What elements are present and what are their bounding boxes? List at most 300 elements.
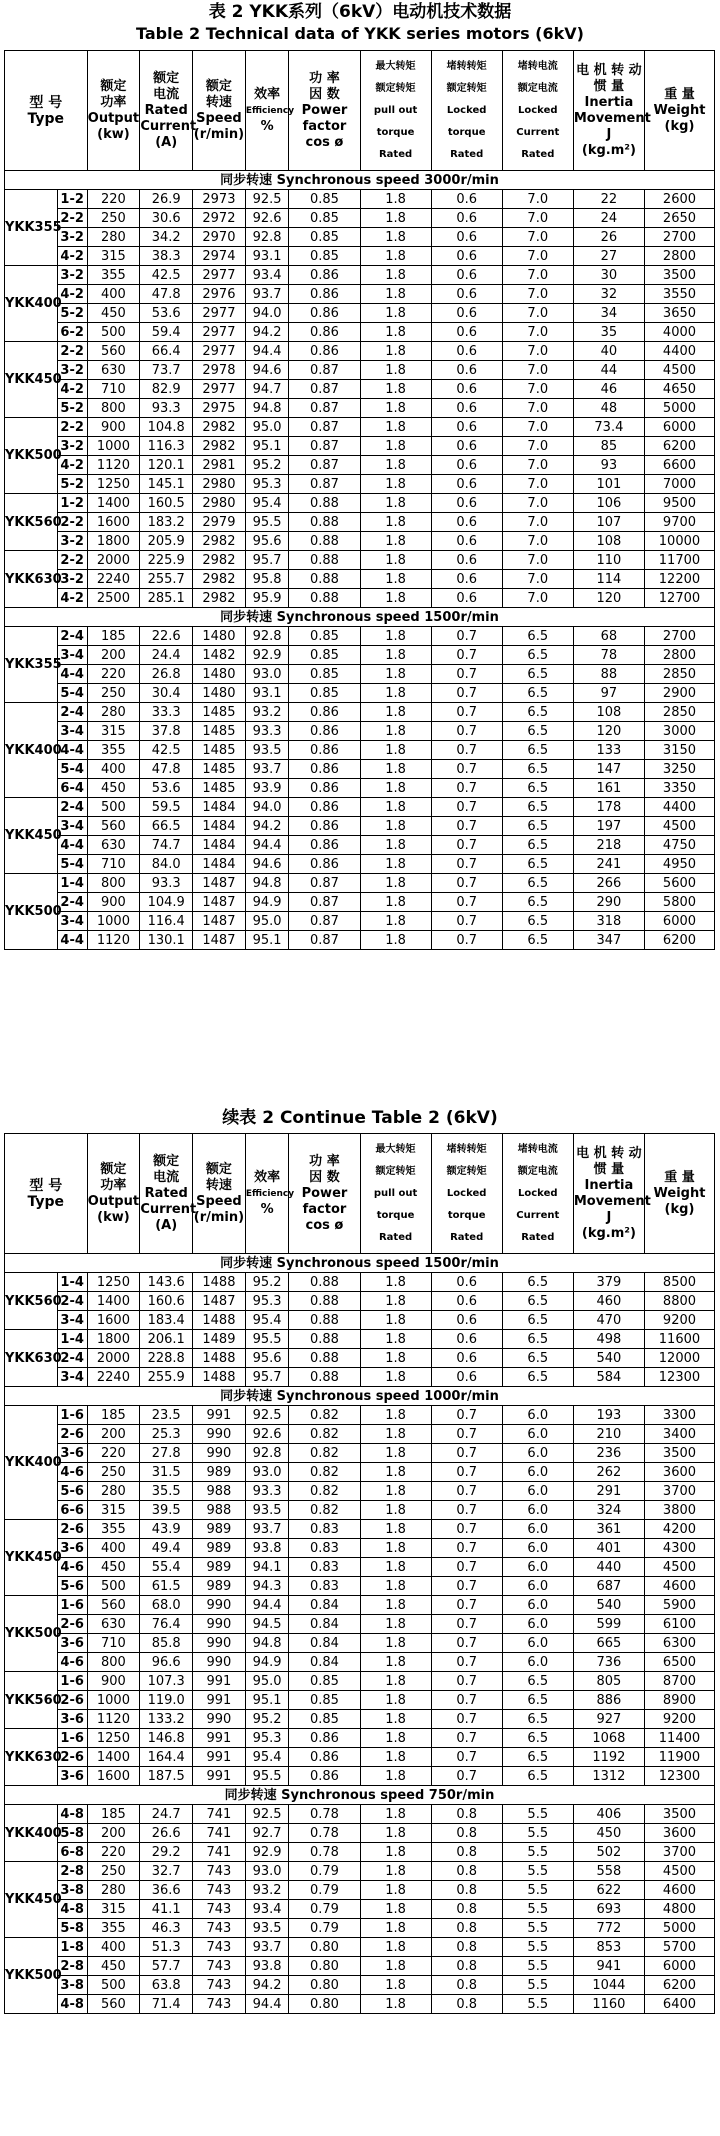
- inertia-cell: 26: [573, 228, 644, 247]
- power-factor-cell: 0.79: [289, 1862, 360, 1881]
- pull-out-torque-cell: 1.8: [360, 722, 431, 741]
- weight-cell: 3800: [644, 1501, 714, 1520]
- model-code-cell: 3-2: [57, 361, 87, 380]
- header-efficiency: 效率 Efficiency %: [245, 51, 289, 171]
- speed-section-label: 同步转速 Synchronous speed 1500r/min: [5, 608, 715, 627]
- speed-cell: 991: [193, 1672, 246, 1691]
- table2-title-text: 续表 2 Continue Table 2 (6kV): [222, 1108, 498, 1128]
- power-factor-cell: 0.83: [289, 1577, 360, 1596]
- weight-cell: 8800: [644, 1292, 714, 1311]
- rated-current-cell: 119.0: [140, 1691, 193, 1710]
- output-cell: 185: [87, 1406, 140, 1425]
- pull-out-torque-cell: 1.8: [360, 798, 431, 817]
- speed-cell: 2982: [193, 551, 246, 570]
- weight-cell: 12300: [644, 1368, 714, 1387]
- weight-cell: 12300: [644, 1767, 714, 1786]
- efficiency-cell: 94.2: [245, 817, 289, 836]
- locked-current-cell: 6.5: [502, 855, 573, 874]
- model-code-cell: 3-4: [57, 817, 87, 836]
- efficiency-cell: 95.6: [245, 532, 289, 551]
- weight-cell: 6600: [644, 456, 714, 475]
- inertia-cell: 88: [573, 665, 644, 684]
- table-row: [5, 798, 715, 817]
- weight-cell: 9200: [644, 1311, 714, 1330]
- table-row: [5, 665, 715, 684]
- locked-current-cell: 7.0: [502, 570, 573, 589]
- efficiency-cell: 94.0: [245, 304, 289, 323]
- locked-current-cell: 6.5: [502, 703, 573, 722]
- pull-out-torque-cell: 1.8: [360, 1273, 431, 1292]
- output-cell: 220: [87, 1444, 140, 1463]
- locked-torque-cell: 0.7: [431, 1615, 502, 1634]
- inertia-cell: 93: [573, 456, 644, 475]
- locked-torque-cell: 0.7: [431, 893, 502, 912]
- model-code-cell: 3-6: [57, 1710, 87, 1729]
- locked-torque-cell: 0.7: [431, 1463, 502, 1482]
- model-code-cell: 4-2: [57, 247, 87, 266]
- pull-out-torque-cell: 1.8: [360, 304, 431, 323]
- efficiency-cell: 95.1: [245, 1691, 289, 1710]
- model-code-cell: 5-2: [57, 304, 87, 323]
- pull-out-torque-cell: 1.8: [360, 874, 431, 893]
- speed-cell: 2976: [193, 285, 246, 304]
- output-cell: 1250: [87, 1729, 140, 1748]
- power-factor-cell: 0.83: [289, 1520, 360, 1539]
- header-type: 型 号 Type: [5, 1134, 88, 1254]
- power-factor-cell: 0.84: [289, 1596, 360, 1615]
- inertia-cell: 502: [573, 1843, 644, 1862]
- power-factor-cell: 0.88: [289, 494, 360, 513]
- pull-out-torque-cell: 1.8: [360, 1881, 431, 1900]
- efficiency-cell: 93.5: [245, 1919, 289, 1938]
- output-cell: 2000: [87, 1349, 140, 1368]
- efficiency-cell: 95.0: [245, 1672, 289, 1691]
- inertia-cell: 266: [573, 874, 644, 893]
- inertia-cell: 218: [573, 836, 644, 855]
- weight-cell: 7000: [644, 475, 714, 494]
- speed-cell: 1480: [193, 627, 246, 646]
- weight-cell: 11400: [644, 1729, 714, 1748]
- model-code-cell: 2-4: [57, 627, 87, 646]
- locked-torque-cell: 0.7: [431, 1729, 502, 1748]
- speed-cell: 1485: [193, 703, 246, 722]
- table-row: [5, 494, 715, 513]
- rated-current-cell: 42.5: [140, 266, 193, 285]
- locked-torque-cell: 0.6: [431, 1330, 502, 1349]
- output-cell: 1400: [87, 1748, 140, 1767]
- weight-cell: 11900: [644, 1748, 714, 1767]
- table-row: [5, 1368, 715, 1387]
- table-row: [5, 1729, 715, 1748]
- output-cell: 1400: [87, 1292, 140, 1311]
- table-row: [5, 893, 715, 912]
- efficiency-cell: 92.5: [245, 1406, 289, 1425]
- pull-out-torque-cell: 1.8: [360, 1653, 431, 1672]
- speed-section-row: [5, 1387, 715, 1406]
- model-code-cell: 5-2: [57, 399, 87, 418]
- speed-cell: 990: [193, 1634, 246, 1653]
- power-factor-cell: 0.88: [289, 551, 360, 570]
- table-row: [5, 1938, 715, 1957]
- weight-cell: 8700: [644, 1672, 714, 1691]
- rated-current-cell: 160.6: [140, 1292, 193, 1311]
- table-row: [5, 1596, 715, 1615]
- power-factor-cell: 0.85: [289, 1672, 360, 1691]
- power-factor-cell: 0.82: [289, 1463, 360, 1482]
- locked-torque-cell: 0.8: [431, 1881, 502, 1900]
- weight-cell: 11600: [644, 1330, 714, 1349]
- pull-out-torque-cell: 1.8: [360, 1577, 431, 1596]
- speed-cell: 743: [193, 1995, 246, 2014]
- output-cell: 1600: [87, 1767, 140, 1786]
- locked-torque-cell: 0.7: [431, 1577, 502, 1596]
- weight-cell: 4800: [644, 1900, 714, 1919]
- table-row: [5, 1862, 715, 1881]
- efficiency-cell: 94.4: [245, 1995, 289, 2014]
- rated-current-cell: 53.6: [140, 304, 193, 323]
- model-code-cell: 4-6: [57, 1558, 87, 1577]
- efficiency-cell: 94.8: [245, 1634, 289, 1653]
- efficiency-cell: 94.4: [245, 342, 289, 361]
- rated-current-cell: 57.7: [140, 1957, 193, 1976]
- efficiency-cell: 92.5: [245, 190, 289, 209]
- output-cell: 250: [87, 1463, 140, 1482]
- efficiency-cell: 95.2: [245, 456, 289, 475]
- locked-current-cell: 6.5: [502, 931, 573, 950]
- table-row: [5, 247, 715, 266]
- output-cell: 355: [87, 1520, 140, 1539]
- output-cell: 1120: [87, 931, 140, 950]
- speed-cell: 743: [193, 1957, 246, 1976]
- rated-current-cell: 61.5: [140, 1577, 193, 1596]
- model-code-cell: 5-4: [57, 855, 87, 874]
- power-factor-cell: 0.87: [289, 418, 360, 437]
- locked-torque-cell: 0.7: [431, 1653, 502, 1672]
- rated-current-cell: 42.5: [140, 741, 193, 760]
- inertia-cell: 48: [573, 399, 644, 418]
- speed-cell: 1488: [193, 1349, 246, 1368]
- power-factor-cell: 0.87: [289, 475, 360, 494]
- inertia-cell: 927: [573, 1710, 644, 1729]
- rated-current-cell: 39.5: [140, 1501, 193, 1520]
- power-factor-cell: 0.78: [289, 1824, 360, 1843]
- header-weight: 重 量 Weight (kg): [644, 1134, 714, 1254]
- header-pull-out-torque: 最大转矩 额定转矩 pull out torque Rated: [360, 1134, 431, 1254]
- power-factor-cell: 0.82: [289, 1425, 360, 1444]
- weight-cell: 2700: [644, 228, 714, 247]
- model-code-cell: 3-2: [57, 532, 87, 551]
- speed-cell: 2982: [193, 418, 246, 437]
- speed-cell: 1488: [193, 1311, 246, 1330]
- locked-current-cell: 6.5: [502, 665, 573, 684]
- efficiency-cell: 95.4: [245, 1311, 289, 1330]
- pull-out-torque-cell: 1.8: [360, 1900, 431, 1919]
- pull-out-torque-cell: 1.8: [360, 1482, 431, 1501]
- speed-cell: 991: [193, 1767, 246, 1786]
- output-cell: 1400: [87, 494, 140, 513]
- rated-current-cell: 51.3: [140, 1938, 193, 1957]
- model-code-cell: 3-6: [57, 1539, 87, 1558]
- header-row: [5, 1134, 715, 1254]
- efficiency-cell: 95.9: [245, 589, 289, 608]
- locked-torque-cell: 0.6: [431, 589, 502, 608]
- locked-torque-cell: 0.6: [431, 494, 502, 513]
- efficiency-cell: 93.9: [245, 779, 289, 798]
- pull-out-torque-cell: 1.8: [360, 931, 431, 950]
- speed-cell: 2979: [193, 513, 246, 532]
- pull-out-torque-cell: 1.8: [360, 1691, 431, 1710]
- locked-torque-cell: 0.7: [431, 1406, 502, 1425]
- efficiency-cell: 92.9: [245, 646, 289, 665]
- inertia-cell: 114: [573, 570, 644, 589]
- model-code-cell: 6-4: [57, 779, 87, 798]
- inertia-cell: 687: [573, 1577, 644, 1596]
- inertia-cell: 401: [573, 1539, 644, 1558]
- locked-torque-cell: 0.7: [431, 1425, 502, 1444]
- inertia-cell: 236: [573, 1444, 644, 1463]
- power-factor-cell: 0.84: [289, 1634, 360, 1653]
- table-row: [5, 1577, 715, 1596]
- locked-torque-cell: 0.6: [431, 266, 502, 285]
- speed-cell: 989: [193, 1520, 246, 1539]
- pull-out-torque-cell: 1.8: [360, 456, 431, 475]
- pull-out-torque-cell: 1.8: [360, 1444, 431, 1463]
- weight-cell: 9200: [644, 1710, 714, 1729]
- table-row: [5, 532, 715, 551]
- locked-current-cell: 6.5: [502, 1672, 573, 1691]
- power-factor-cell: 0.86: [289, 323, 360, 342]
- efficiency-cell: 93.8: [245, 1957, 289, 1976]
- locked-torque-cell: 0.6: [431, 361, 502, 380]
- table-row: [5, 228, 715, 247]
- efficiency-cell: 92.8: [245, 228, 289, 247]
- model-code-cell: 5-4: [57, 684, 87, 703]
- rated-current-cell: 255.9: [140, 1368, 193, 1387]
- table-row: [5, 1919, 715, 1938]
- rated-current-cell: 146.8: [140, 1729, 193, 1748]
- inertia-cell: 197: [573, 817, 644, 836]
- power-factor-cell: 0.87: [289, 456, 360, 475]
- output-cell: 560: [87, 342, 140, 361]
- power-factor-cell: 0.88: [289, 589, 360, 608]
- pull-out-torque-cell: 1.8: [360, 1843, 431, 1862]
- table-row: [5, 1767, 715, 1786]
- model-code-cell: 5-2: [57, 475, 87, 494]
- efficiency-cell: 94.1: [245, 1558, 289, 1577]
- weight-cell: 4400: [644, 342, 714, 361]
- locked-torque-cell: 0.7: [431, 1767, 502, 1786]
- inertia-cell: 941: [573, 1957, 644, 1976]
- header-output: 额定 功率 Output (kw): [87, 51, 140, 171]
- pull-out-torque-cell: 1.8: [360, 342, 431, 361]
- power-factor-cell: 0.82: [289, 1482, 360, 1501]
- weight-cell: 9500: [644, 494, 714, 513]
- power-factor-cell: 0.88: [289, 1273, 360, 1292]
- efficiency-cell: 94.0: [245, 798, 289, 817]
- weight-cell: 2850: [644, 703, 714, 722]
- table-row: [5, 1634, 715, 1653]
- frame-size: YKK450: [5, 342, 58, 418]
- weight-cell: 3650: [644, 304, 714, 323]
- inertia-cell: 30: [573, 266, 644, 285]
- model-code-cell: 2-8: [57, 1957, 87, 1976]
- table-row: [5, 1501, 715, 1520]
- table-row: [5, 722, 715, 741]
- table-row: [5, 1558, 715, 1577]
- speed-cell: 1489: [193, 1330, 246, 1349]
- power-factor-cell: 0.86: [289, 798, 360, 817]
- weight-cell: 2800: [644, 646, 714, 665]
- rated-current-cell: 96.6: [140, 1653, 193, 1672]
- locked-current-cell: 6.5: [502, 760, 573, 779]
- pull-out-torque-cell: 1.8: [360, 209, 431, 228]
- rated-current-cell: 66.4: [140, 342, 193, 361]
- weight-cell: 6100: [644, 1615, 714, 1634]
- pull-out-torque-cell: 1.8: [360, 551, 431, 570]
- frame-size: YKK560: [5, 494, 58, 551]
- locked-torque-cell: 0.7: [431, 798, 502, 817]
- rated-current-cell: 66.5: [140, 817, 193, 836]
- efficiency-cell: 95.5: [245, 1767, 289, 1786]
- rated-current-cell: 30.6: [140, 209, 193, 228]
- table-row: [5, 1881, 715, 1900]
- efficiency-cell: 95.6: [245, 1349, 289, 1368]
- inertia-cell: 110: [573, 551, 644, 570]
- locked-torque-cell: 0.8: [431, 1824, 502, 1843]
- inertia-cell: 34: [573, 304, 644, 323]
- output-cell: 1250: [87, 1273, 140, 1292]
- efficiency-cell: 93.1: [245, 247, 289, 266]
- weight-cell: 4950: [644, 855, 714, 874]
- locked-torque-cell: 0.7: [431, 722, 502, 741]
- locked-current-cell: 6.0: [502, 1596, 573, 1615]
- inertia-cell: 406: [573, 1805, 644, 1824]
- locked-torque-cell: 0.6: [431, 323, 502, 342]
- speed-cell: 990: [193, 1444, 246, 1463]
- rated-current-cell: 85.8: [140, 1634, 193, 1653]
- pull-out-torque-cell: 1.8: [360, 1672, 431, 1691]
- locked-current-cell: 7.0: [502, 532, 573, 551]
- inertia-cell: 599: [573, 1615, 644, 1634]
- model-code-cell: 1-4: [57, 874, 87, 893]
- efficiency-cell: 93.3: [245, 722, 289, 741]
- weight-cell: 3500: [644, 266, 714, 285]
- inertia-cell: 1044: [573, 1976, 644, 1995]
- output-cell: 450: [87, 779, 140, 798]
- weight-cell: 12000: [644, 1349, 714, 1368]
- inertia-cell: 241: [573, 855, 644, 874]
- table-row: [5, 874, 715, 893]
- table-row: [5, 342, 715, 361]
- output-cell: 1000: [87, 912, 140, 931]
- locked-torque-cell: 0.8: [431, 1862, 502, 1881]
- output-cell: 630: [87, 1615, 140, 1634]
- output-cell: 1800: [87, 532, 140, 551]
- locked-current-cell: 6.0: [502, 1482, 573, 1501]
- power-factor-cell: 0.85: [289, 228, 360, 247]
- rated-current-cell: 34.2: [140, 228, 193, 247]
- speed-section-label: 同步转速 Synchronous speed 750r/min: [5, 1786, 715, 1805]
- locked-current-cell: 6.5: [502, 874, 573, 893]
- power-factor-cell: 0.87: [289, 874, 360, 893]
- power-factor-cell: 0.82: [289, 1501, 360, 1520]
- rated-current-cell: 26.8: [140, 665, 193, 684]
- table-row: [5, 1976, 715, 1995]
- locked-torque-cell: 0.6: [431, 437, 502, 456]
- efficiency-cell: 95.2: [245, 1710, 289, 1729]
- power-factor-cell: 0.85: [289, 247, 360, 266]
- header-weight: 重 量 Weight (kg): [644, 51, 714, 171]
- table-row: [5, 1425, 715, 1444]
- pull-out-torque-cell: 1.8: [360, 1729, 431, 1748]
- model-code-cell: 1-2: [57, 494, 87, 513]
- rated-current-cell: 104.8: [140, 418, 193, 437]
- speed-cell: 990: [193, 1615, 246, 1634]
- header-locked-current: 堵转电流 额定电流 Locked Current Rated: [502, 1134, 573, 1254]
- efficiency-cell: 93.5: [245, 1501, 289, 1520]
- model-code-cell: 2-2: [57, 418, 87, 437]
- output-cell: 280: [87, 703, 140, 722]
- output-cell: 315: [87, 247, 140, 266]
- locked-torque-cell: 0.6: [431, 285, 502, 304]
- locked-torque-cell: 0.7: [431, 684, 502, 703]
- pull-out-torque-cell: 1.8: [360, 1330, 431, 1349]
- frame-size: YKK500: [5, 418, 58, 494]
- speed-cell: 743: [193, 1862, 246, 1881]
- locked-current-cell: 6.0: [502, 1577, 573, 1596]
- power-factor-cell: 0.85: [289, 209, 360, 228]
- table-row: [5, 323, 715, 342]
- power-factor-cell: 0.87: [289, 399, 360, 418]
- table1-title-en: Table 2 Technical data of YKK series motors (6kV): [136, 24, 584, 43]
- efficiency-cell: 92.7: [245, 1824, 289, 1843]
- table-row: [5, 1957, 715, 1976]
- locked-current-cell: 7.0: [502, 247, 573, 266]
- locked-current-cell: 6.5: [502, 1368, 573, 1387]
- motor-data-table-2: [4, 1133, 715, 2014]
- speed-cell: 989: [193, 1558, 246, 1577]
- model-code-cell: 1-6: [57, 1596, 87, 1615]
- locked-current-cell: 7.0: [502, 190, 573, 209]
- weight-cell: 6000: [644, 912, 714, 931]
- model-code-cell: 3-2: [57, 570, 87, 589]
- power-factor-cell: 0.78: [289, 1843, 360, 1862]
- power-factor-cell: 0.85: [289, 1691, 360, 1710]
- speed-cell: 2974: [193, 247, 246, 266]
- weight-cell: 4500: [644, 1558, 714, 1577]
- rated-current-cell: 120.1: [140, 456, 193, 475]
- table-row: [5, 1406, 715, 1425]
- rated-current-cell: 84.0: [140, 855, 193, 874]
- model-code-cell: 4-2: [57, 456, 87, 475]
- weight-cell: 3550: [644, 285, 714, 304]
- pull-out-torque-cell: 1.8: [360, 836, 431, 855]
- inertia-cell: 193: [573, 1406, 644, 1425]
- table-row: [5, 779, 715, 798]
- locked-torque-cell: 0.7: [431, 1558, 502, 1577]
- inertia-cell: 46: [573, 380, 644, 399]
- power-factor-cell: 0.86: [289, 266, 360, 285]
- locked-current-cell: 7.0: [502, 228, 573, 247]
- weight-cell: 12200: [644, 570, 714, 589]
- power-factor-cell: 0.87: [289, 361, 360, 380]
- efficiency-cell: 95.3: [245, 475, 289, 494]
- speed-cell: 1487: [193, 874, 246, 893]
- output-cell: 185: [87, 1805, 140, 1824]
- pull-out-torque-cell: 1.8: [360, 1824, 431, 1843]
- power-factor-cell: 0.86: [289, 304, 360, 323]
- power-factor-cell: 0.85: [289, 190, 360, 209]
